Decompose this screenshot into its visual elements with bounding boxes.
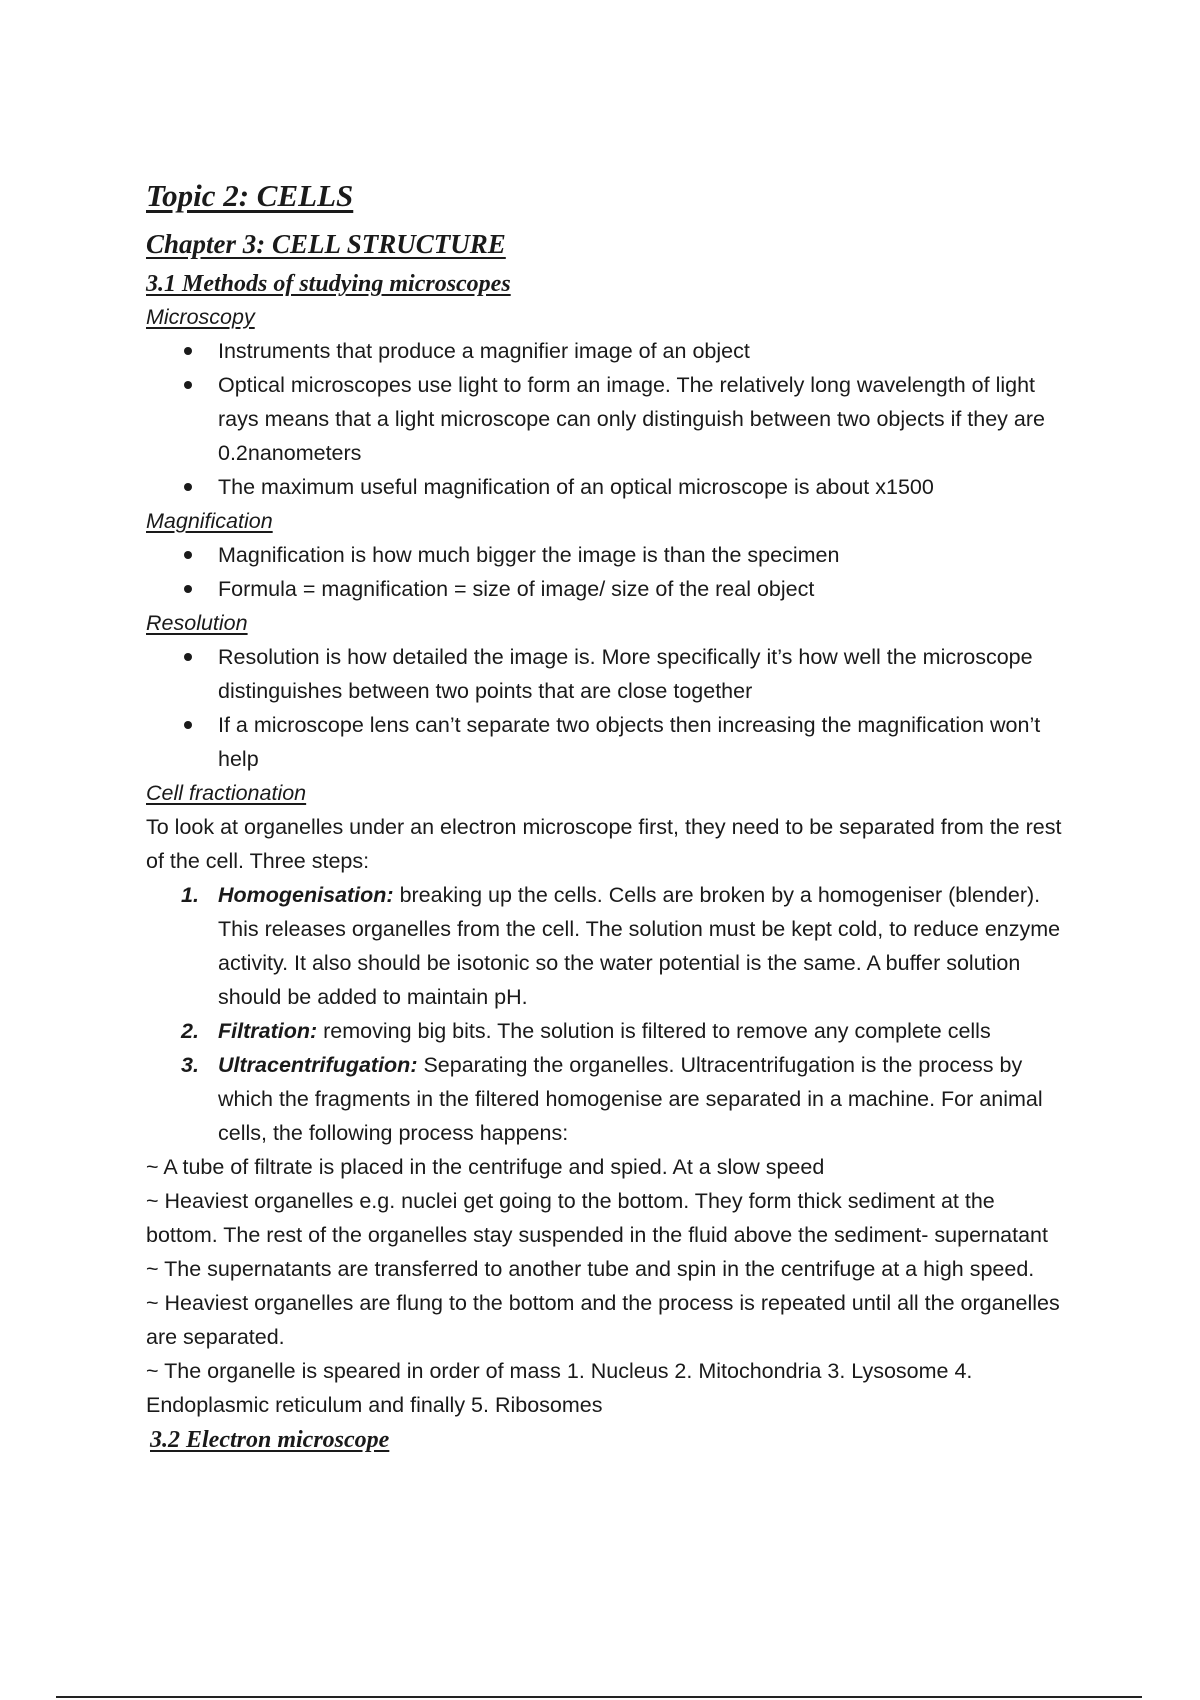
bullet-item: Resolution is how detailed the image is. More specifically it’s how well the microscope distinguishes between two points that are close together <box>218 640 1066 708</box>
step-term: Filtration: <box>218 1019 318 1043</box>
subheading-microscopy: Microscopy <box>146 305 255 329</box>
step-text: Separating the organelles. Ultracentrifugation is the process by which the fragments in the filtered homogenise are separated in a machine. For animal cells, the following process happens: <box>218 1053 1043 1145</box>
bullet-item: Magnification is how much bigger the image is than the specimen <box>218 538 1066 572</box>
resolution-bullet-list <box>146 640 1066 776</box>
step-number: 3. <box>181 1053 199 1077</box>
chapter-title: Chapter 3: CELL STRUCTURE <box>146 229 506 259</box>
process-line: ~ Heaviest organelles are flung to the bottom and the process is repeated until all the organelles are separated. <box>146 1291 1060 1349</box>
section-title-3-2: 3.2 Electron microscope <box>150 1427 390 1453</box>
process-line: ~ A tube of filtrate is placed in the centrifuge and spied. At a slow speed <box>146 1155 825 1179</box>
bullet-item: If a microscope lens can’t separate two objects then increasing the magnification won’t help <box>218 708 1066 776</box>
magnification-bullet-list <box>146 538 1066 606</box>
process-line: ~ Heaviest organelles e.g. nuclei get going to the bottom. They form thick sediment at the bottom. The rest of the organelles stay suspended in the fluid above the sediment- supernatant <box>146 1189 1048 1247</box>
footer-divider <box>56 1696 1142 1698</box>
step-text: removing big bits. The solution is filtered to remove any complete cells <box>317 1019 991 1043</box>
step-number: 2. <box>181 1019 199 1043</box>
section-title-3-1: 3.1 Methods of studying microscopes <box>146 271 511 297</box>
bullet-item: Instruments that produce a magnifier image of an object <box>218 334 1066 368</box>
bullet-item: Optical microscopes use light to form an image. The relatively long wavelength of light rays means that a light microscope can only distinguish between two objects if they are 0.2nanometers <box>218 368 1066 470</box>
step-text: breaking up the cells. Cells are broken by a homogeniser (blender). This releases organelles from the cell. The solution must be kept cold, to reduce enzyme activity. It also should be isotonic so the water potential is the same. A buffer solution should be added to maintain pH. <box>218 883 1061 1009</box>
step-item <box>181 878 1066 1014</box>
step-item <box>181 1048 1066 1150</box>
subheading-cell-fractionation: Cell fractionation <box>146 781 307 805</box>
subheading-magnification: Magnification <box>146 509 273 533</box>
step-term: Ultracentrifugation: <box>218 1053 418 1077</box>
process-line: ~ The organelle is speared in order of mass 1. Nucleus 2. Mitochondria 3. Lysosome 4. Endoplasmic reticulum and finally 5. Ribosomes <box>146 1359 973 1417</box>
subheading-resolution: Resolution <box>146 611 248 635</box>
microscopy-bullet-list <box>146 334 1066 504</box>
step-item <box>181 1014 1066 1048</box>
topic-title: Topic 2: CELLS <box>146 178 354 213</box>
bullet-item: Formula = magnification = size of image/ size of the real object <box>218 572 1066 606</box>
bullet-item: The maximum useful magnification of an optical microscope is about x1500 <box>218 470 1066 504</box>
step-number: 1. <box>181 883 199 907</box>
fractionation-steps-list <box>146 878 1066 1150</box>
document-page <box>146 176 1066 1456</box>
process-line: ~ The supernatants are transferred to another tube and spin in the centrifuge at a high speed. <box>146 1257 1035 1281</box>
cell-fractionation-intro: To look at organelles under an electron microscope first, they need to be separated from the rest of the cell. Three steps: <box>146 815 1062 873</box>
step-term: Homogenisation: <box>218 883 394 907</box>
